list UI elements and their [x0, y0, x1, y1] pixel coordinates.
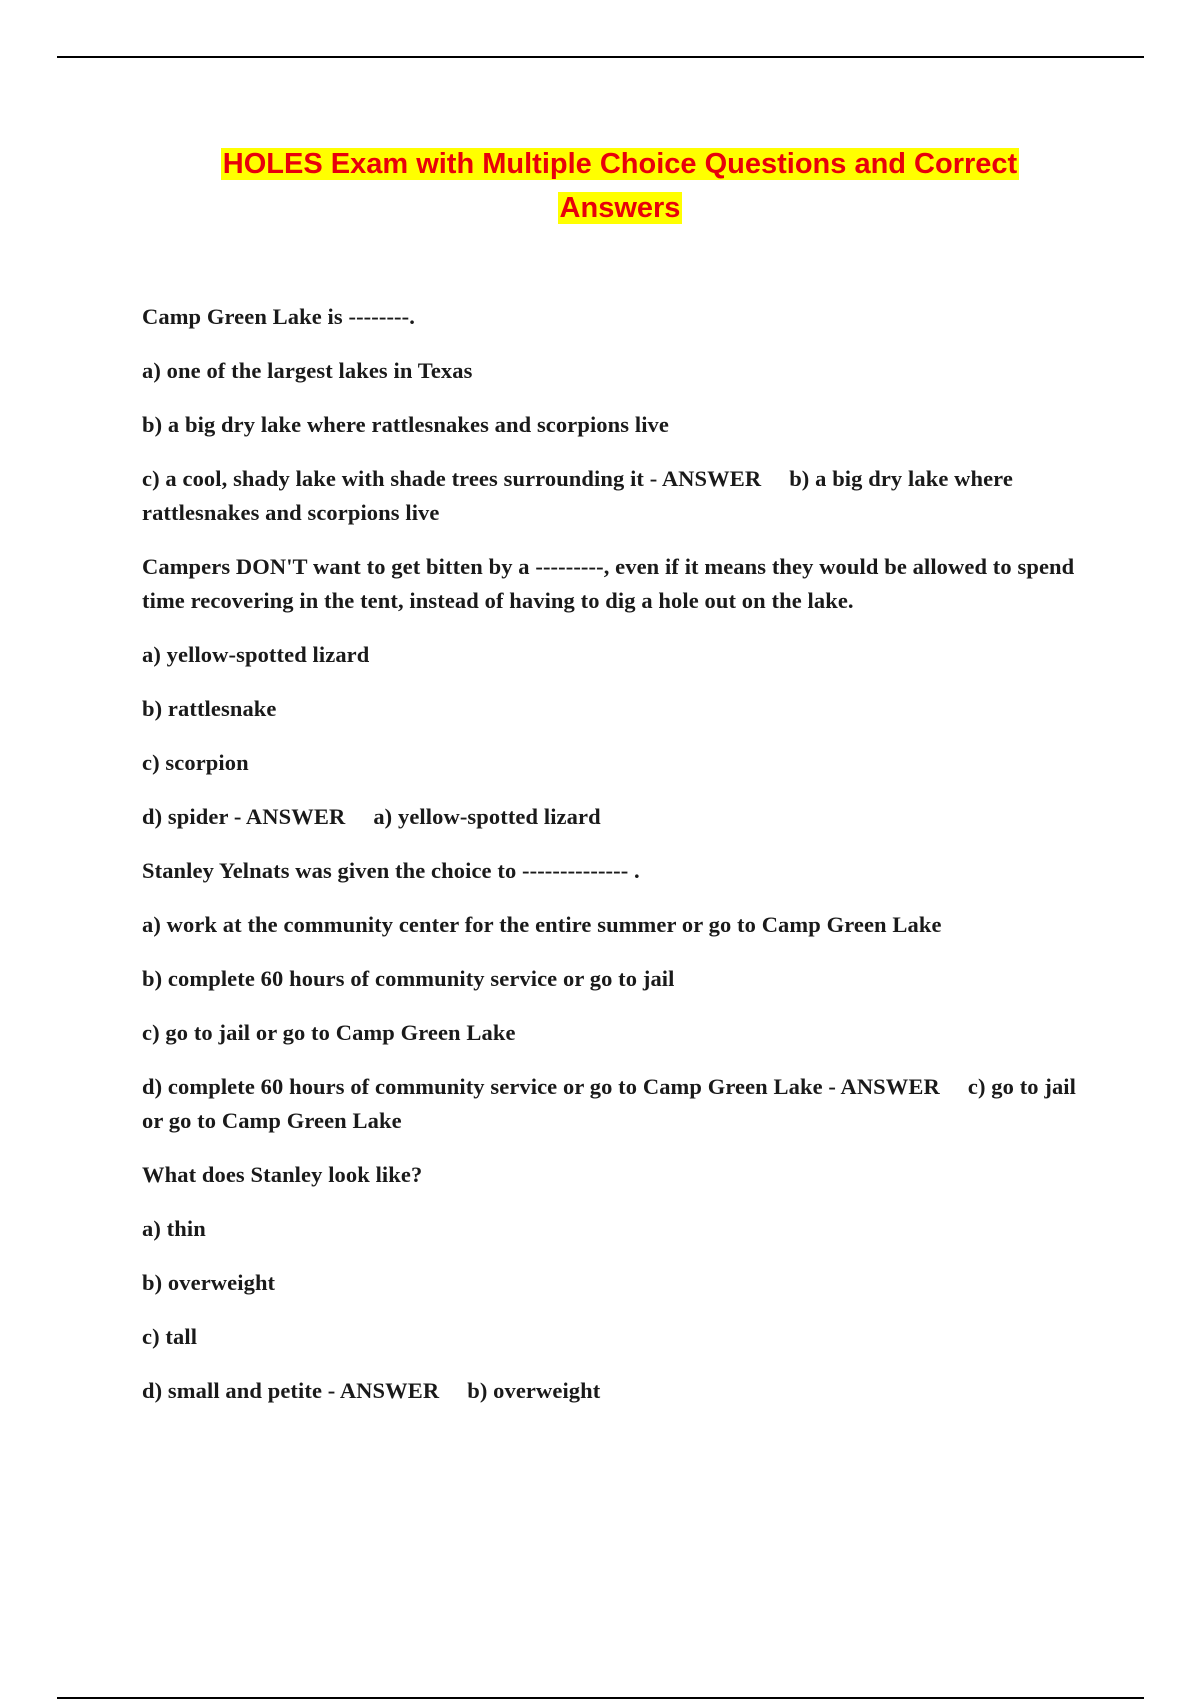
option-with-answer: [142, 462, 1092, 530]
option-with-answer: [142, 1374, 1092, 1408]
title-line-2: Answers: [559, 192, 681, 224]
title-line-1: HOLES Exam with Multiple Choice Questions and Correct: [222, 148, 1018, 180]
correct-answer: a) yellow-spotted lizard: [373, 804, 601, 829]
question-stem: Campers DON'T want to get bitten by a ---------, even if it means they would be allowed to spend time recovering in the tent, instead of having to dig a hole out on the lake.: [142, 554, 1075, 613]
question-stem: Stanley Yelnats was given the choice to -------------- .: [142, 858, 640, 883]
option-b: b) complete 60 hours of community service or go to jail: [142, 966, 675, 991]
question-list: [142, 300, 1092, 1428]
option-a: a) one of the largest lakes in Texas: [142, 358, 473, 383]
option-with-answer: [142, 800, 1092, 834]
option-c: c) scorpion: [142, 750, 249, 775]
option-a: a) yellow-spotted lizard: [142, 642, 370, 667]
bottom-rule: [57, 1697, 1144, 1699]
option-c: c) tall: [142, 1324, 198, 1349]
correct-answer: b) overweight: [467, 1378, 601, 1403]
option-b: b) rattlesnake: [142, 696, 277, 721]
correct-answer: b) a big dry lake where rattlesnakes and scorpions live: [142, 466, 1013, 525]
option-a: a) work at the community center for the entire summer or go to Camp Green Lake: [142, 912, 942, 937]
question-stem: Camp Green Lake is --------.: [142, 304, 415, 329]
top-rule: [57, 56, 1144, 58]
question-stem: What does Stanley look like?: [142, 1162, 423, 1187]
option-b: b) overweight: [142, 1270, 276, 1295]
last-option: d) spider - ANSWER: [142, 804, 346, 829]
option-a: a) thin: [142, 1216, 206, 1241]
correct-answer: c) go to jail or go to Camp Green Lake: [142, 1074, 1077, 1133]
option-c: c) go to jail or go to Camp Green Lake: [142, 1020, 516, 1045]
option-b: b) a big dry lake where rattlesnakes and scorpions live: [142, 412, 669, 437]
last-option: c) a cool, shady lake with shade trees surrounding it - ANSWER: [142, 466, 762, 491]
document-title: [130, 142, 1110, 230]
option-with-answer: [142, 1070, 1092, 1138]
last-option: d) small and petite - ANSWER: [142, 1378, 440, 1403]
last-option: d) complete 60 hours of community service or go to Camp Green Lake - ANSWER: [142, 1074, 940, 1099]
